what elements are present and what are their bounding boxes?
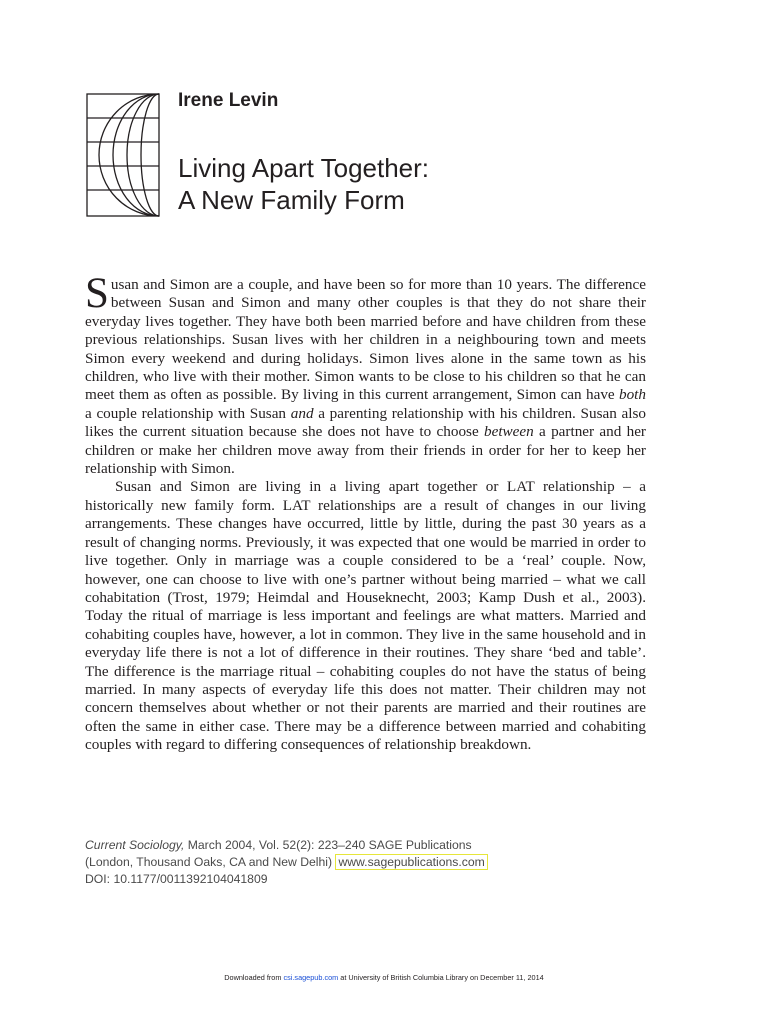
citation-details: March 2004, Vol. 52(2): 223–240 SAGE Publications — [184, 838, 472, 852]
article-title — [178, 152, 429, 216]
author-name: Irene Levin — [178, 90, 279, 111]
download-notice — [0, 973, 768, 982]
emphasis-between: between — [483, 423, 534, 441]
paragraph-1 — [85, 270, 646, 478]
journal-logo — [86, 93, 160, 217]
paragraph-2: Susan and Simon are living in a living apart together or LAT relationship – a historically new family form. LAT relationships are a result of changes in our living arrangements. These changes have occurred, little by little, during the past 30 years as a result of changing norms. Previously, it was expected that one would be married in order to live together. Only in marriage was a couple considered to be a ‘real’ couple. Now, however, one can choose to live with one’s partner without being married – what we call cohabitation (Trost, 1979; Heimdal and Houseknecht, 2003; Kamp Dush et al., 2003). Today the ritual of marriage is less important and feelings are what matters. Married and cohabiting couples have, however, a lot in common. They live in the same household and in everyday life there is not a lot of difference in their routines. They share ‘bed and table’. The difference is the marriage ritual – cohabiting couples do not have the status of being married. In many aspects of everyday life this does not matter. Their children may not concern themselves about whether or not their parents are married and their routines are often the same in either case. There may be a difference between married and cohabiting couples with regard to differing consequences of relationship breakdown. — [85, 478, 646, 754]
paragraph-1-part-d: a partner and her children or make her children move away from their friends in order for her to keep her relationship with Simon. — [85, 423, 646, 478]
emphasis-both: both — [618, 386, 646, 404]
paragraph-1-part-a: usan and Simon are a couple, and have been so for more than 10 years. The difference between Susan and Simon and many other couples is that they do not share their everyday lives together. They have both been married before and have children from these previous relationships. Susan lives with her children in a neighbouring town and meets Simon every weekend and during holidays. Simon lives alone in the same town as his children, who live with their mother. Simon wants to be close to his children so that he can meet them as often as possible. By living in this current arrangement, Simon can have — [85, 276, 646, 404]
citation-line-1 — [85, 837, 488, 854]
emphasis-and: and — [290, 404, 314, 422]
title-line-1: Living Apart Together: — [178, 153, 430, 183]
paragraph-1-part-c: a parenting relationship with his children. Susan also likes the current situation because she does not have to choose — [85, 404, 646, 441]
doi: DOI: 10.1177/0011392104041809 — [85, 872, 268, 886]
download-source-link[interactable]: csi.sagepub.com — [283, 973, 339, 982]
paragraph-1-part-b: a couple relationship with Susan — [85, 404, 291, 422]
article-body — [85, 270, 646, 755]
publisher-website-link[interactable]: www.sagepublications.com — [335, 854, 487, 870]
citation-block — [85, 837, 488, 888]
download-prefix: Downloaded from — [224, 973, 284, 982]
publisher-locations: (London, Thousand Oaks, CA and New Delhi) — [85, 855, 333, 869]
citation-line-2 — [85, 854, 488, 871]
download-suffix: at University of British Columbia Library on December 11, 2014 — [338, 973, 544, 982]
title-line-2: A New Family Form — [178, 185, 405, 215]
drop-cap: S — [85, 270, 109, 317]
journal-name: Current Sociology, — [85, 838, 185, 852]
